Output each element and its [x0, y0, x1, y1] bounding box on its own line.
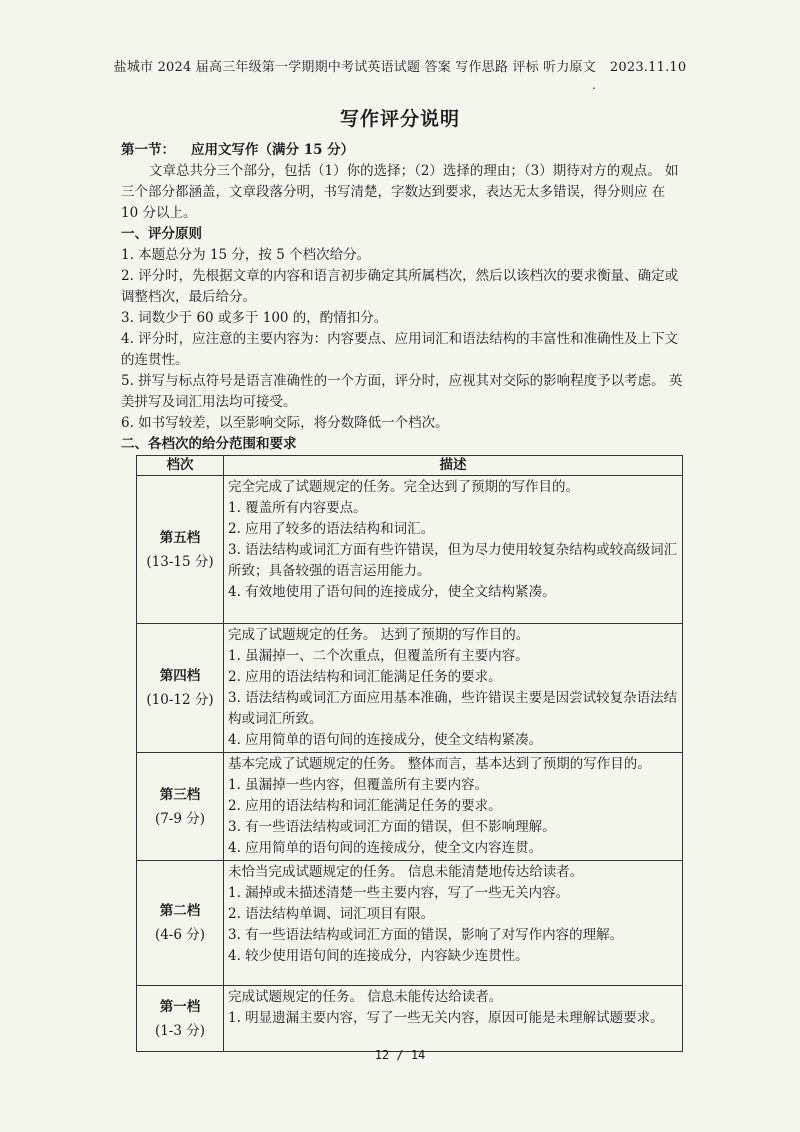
level-cell [137, 861, 224, 986]
level-name: 第二档 [159, 903, 201, 919]
description-line: 4. 应用简单的语句间的连接成分，使全文结构紧凑。 [228, 732, 543, 748]
principle-item: 2. 评分时，先根据文章的内容和语言初步确定其所属档次，然后以该档次的要求衡量、确定或调整档次，最后给分。 [121, 268, 679, 305]
header-date: 2023.11.10 [609, 60, 687, 75]
document-body [121, 140, 683, 455]
page-header [0, 56, 800, 75]
level-range: (10-12 分) [146, 692, 214, 708]
page-title: 写作评分说明 [339, 108, 460, 130]
header-text: 盐城市 2024 届高三年级第一学期期中考试英语试题 答案 写作思路 评标 听力原文 [113, 60, 596, 75]
table-row [137, 861, 683, 986]
table-row [137, 753, 683, 861]
intro-paragraph: 文章总共分三个部分，包括（1）你的选择；（2）选择的理由；（3）期待对方的观点。 如三个部分都涵盖，文章段落分明，书写清楚，字数达到要求，表达无太多错误，得分则应 在 10 分以上。 [121, 163, 679, 221]
level-cell [137, 753, 224, 861]
level-range: (4-6 分) [154, 927, 206, 943]
description-cell [224, 986, 683, 1052]
description-line: 1. 覆盖所有内容要点。 [228, 500, 367, 516]
page-number: 12 / 14 [374, 1048, 426, 1062]
level-name: 第四档 [159, 668, 201, 684]
description-line: 3. 有一些语法结构或词汇方面的错误，影响了对写作内容的理解。 [228, 927, 624, 943]
description-line: 完全完成了试题规定的任务。完全达到了预期的写作目的。 [228, 479, 579, 495]
description-cell [224, 476, 683, 624]
description-line: 完成了试题规定的任务。 达到了预期的写作目的。 [228, 627, 530, 643]
header-description: 描述 [224, 456, 683, 476]
description-line: 4. 较少使用语句间的连接成分，内容缺少连贯性。 [228, 948, 529, 964]
header-level: 档次 [137, 456, 224, 476]
description-cell [224, 861, 683, 986]
level-cell [137, 476, 224, 624]
level-cell [137, 624, 224, 753]
level-name: 第五档 [159, 529, 201, 546]
section-label: 第一节： [121, 142, 175, 158]
table-header-row [137, 456, 683, 476]
table-row [137, 476, 683, 624]
description-line: 1. 虽漏掉一些内容，但覆盖所有主要内容。 [228, 777, 489, 793]
grading-table [136, 455, 683, 1052]
levels-heading: 二、各档次的给分范围和要求 [121, 436, 297, 452]
principle-item: 3. 词数少于 60 或多于 100 的，酌情扣分。 [121, 310, 388, 326]
level-range: (13-15 分) [146, 553, 214, 570]
level-range: (7-9 分) [154, 810, 206, 827]
description-line: 未恰当完成试题规定的任务。 信息未能清楚地传达给读者。 [228, 864, 584, 880]
principle-item: 5. 拼写与标点符号是语言准确性的一个方面，评分时，应视其对交际的影响程度予以考虑。 英美拼写及词汇用法均可接受。 [121, 373, 683, 410]
level-range: (1-3 分) [154, 1022, 206, 1039]
description-line: 1. 明显遗漏主要内容，写了一些无关内容，原因可能是未理解试题要求。 [228, 1010, 664, 1026]
description-line: 3. 语法结构或词汇方面有些许错误，但为尽力使用较复杂结构或较高级词汇所致；具备较强的语言运用能力。 [228, 542, 678, 579]
description-line: 完成试题规定的任务。 信息未能传达给读者。 [228, 989, 503, 1005]
table-row [137, 986, 683, 1052]
description-line: 3. 有一些语法结构或词汇方面的错误，但不影响理解。 [228, 819, 556, 835]
principles-heading: 一、评分原则 [121, 226, 202, 242]
principle-item: 6. 如书写较差，以至影响交际，将分数降低一个档次。 [121, 415, 449, 431]
description-line: 基本完成了试题规定的任务。 整体而言，基本达到了预期的写作目的。 [228, 756, 651, 772]
table-row [137, 624, 683, 753]
level-name: 第一档 [159, 998, 201, 1015]
description-line: 4. 有效地使用了语句间的连接成分，使全文结构紧凑。 [228, 584, 556, 600]
description-cell [224, 624, 683, 753]
description-line: 2. 应用的语法结构和词汇能满足任务的要求。 [228, 669, 502, 685]
level-name: 第三档 [159, 786, 201, 803]
header-dot: . [592, 78, 596, 92]
description-line: 2. 语法结构单调、词汇项目有限。 [228, 906, 435, 922]
description-line: 3. 语法结构或词汇方面应用基本准确，些许错误主要是因尝试较复杂语法结构或词汇所致。 [228, 690, 678, 727]
description-line: 1. 漏掉或未描述清楚一些主要内容，写了一些无关内容。 [228, 885, 570, 901]
description-line: 1. 虽漏掉一、二个次重点，但覆盖所有主要内容。 [228, 648, 529, 664]
level-cell [137, 986, 224, 1052]
principle-item: 1. 本题总分为 15 分，按 5 个档次给分。 [121, 247, 371, 263]
description-cell [224, 753, 683, 861]
section-heading [121, 140, 683, 161]
section-name: 应用文写作（满分 15 分） [191, 142, 355, 158]
description-line: 2. 应用了较多的语法结构和词汇。 [228, 521, 435, 537]
description-line: 2. 应用的语法结构和词汇能满足任务的要求。 [228, 798, 502, 814]
principle-item: 4. 评分时，应注意的主要内容为：内容要点、应用词汇和语法结构的丰富性和准确性及上下文的连贯性。 [121, 331, 679, 368]
description-line: 4. 应用简单的语句间的连接成分，使全文内容连贯。 [228, 840, 543, 856]
